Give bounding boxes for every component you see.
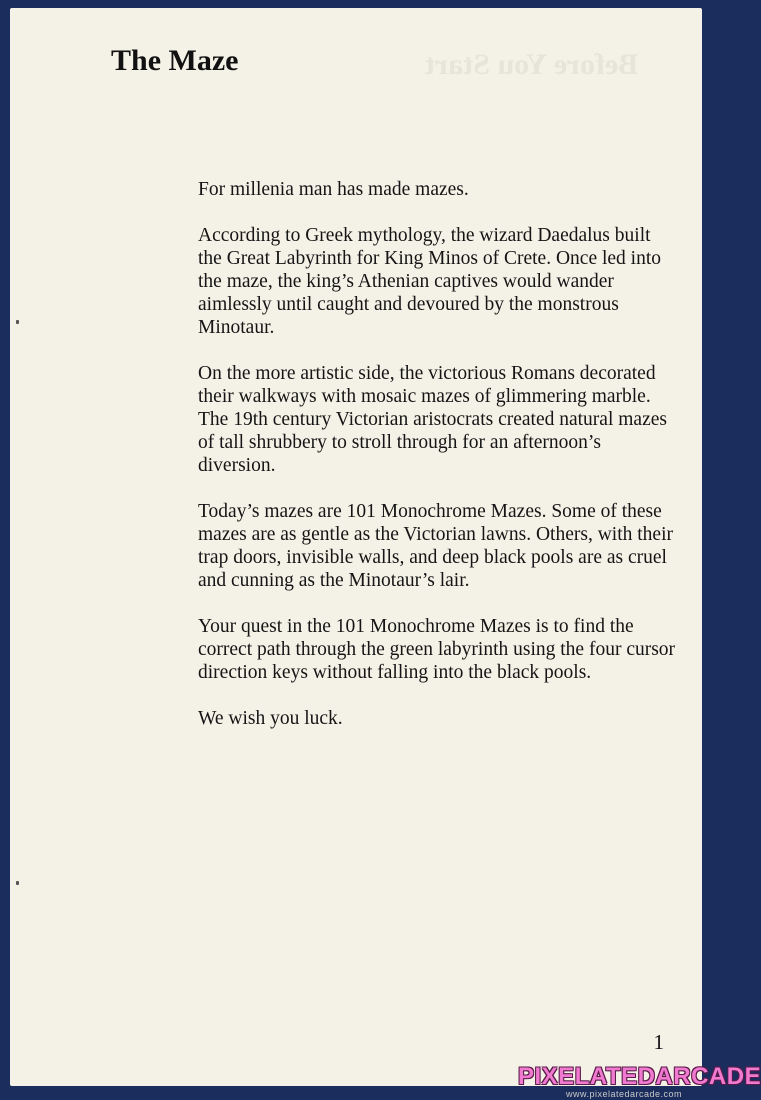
body-text <box>198 178 678 753</box>
paragraph-5: Your quest in the 101 Monochrome Mazes is to find the correct path through the green labyrinth using the four cursor direction keys without falling into the black pools. <box>198 616 676 683</box>
watermark-brand: PIXELATEDARCADE <box>518 1063 761 1090</box>
paragraph-1: For millenia man has made mazes. <box>198 179 469 200</box>
bleed-through-heading: Before You Start <box>425 48 639 81</box>
paragraph-2: According to Greek mythology, the wizard Daedalus built the Great Labyrinth for King Minos of Crete. Once led into the maze, the king’s Athenian captives would wander aimlessly until caught and devoured by the monstrous Minotaur. <box>198 225 662 338</box>
page-number: 1 <box>653 1030 664 1054</box>
manual-page <box>10 8 702 1086</box>
watermark-url: www.pixelatedarcade.com <box>566 1089 683 1099</box>
paragraph-6: We wish you luck. <box>198 708 343 729</box>
paragraph-3: On the more artistic side, the victorious Romans decorated their walkways with mosaic mazes of glimmering marble. The 19th century Victorian aristocrats created natural mazes of tall shrubbery to stroll through for an afternoon’s diversion. <box>198 363 667 476</box>
page-title: The Maze <box>111 44 239 77</box>
paragraph-4: Today’s mazes are 101 Monochrome Mazes. Some of these mazes are as gentle as the Victorian lawns. Others, with their trap doors, invisible walls, and deep black pools are as cruel and cunning as the Minotaur’s lair. <box>198 501 673 591</box>
binding-staple-bottom <box>16 881 19 885</box>
binding-staple-top <box>16 320 19 324</box>
